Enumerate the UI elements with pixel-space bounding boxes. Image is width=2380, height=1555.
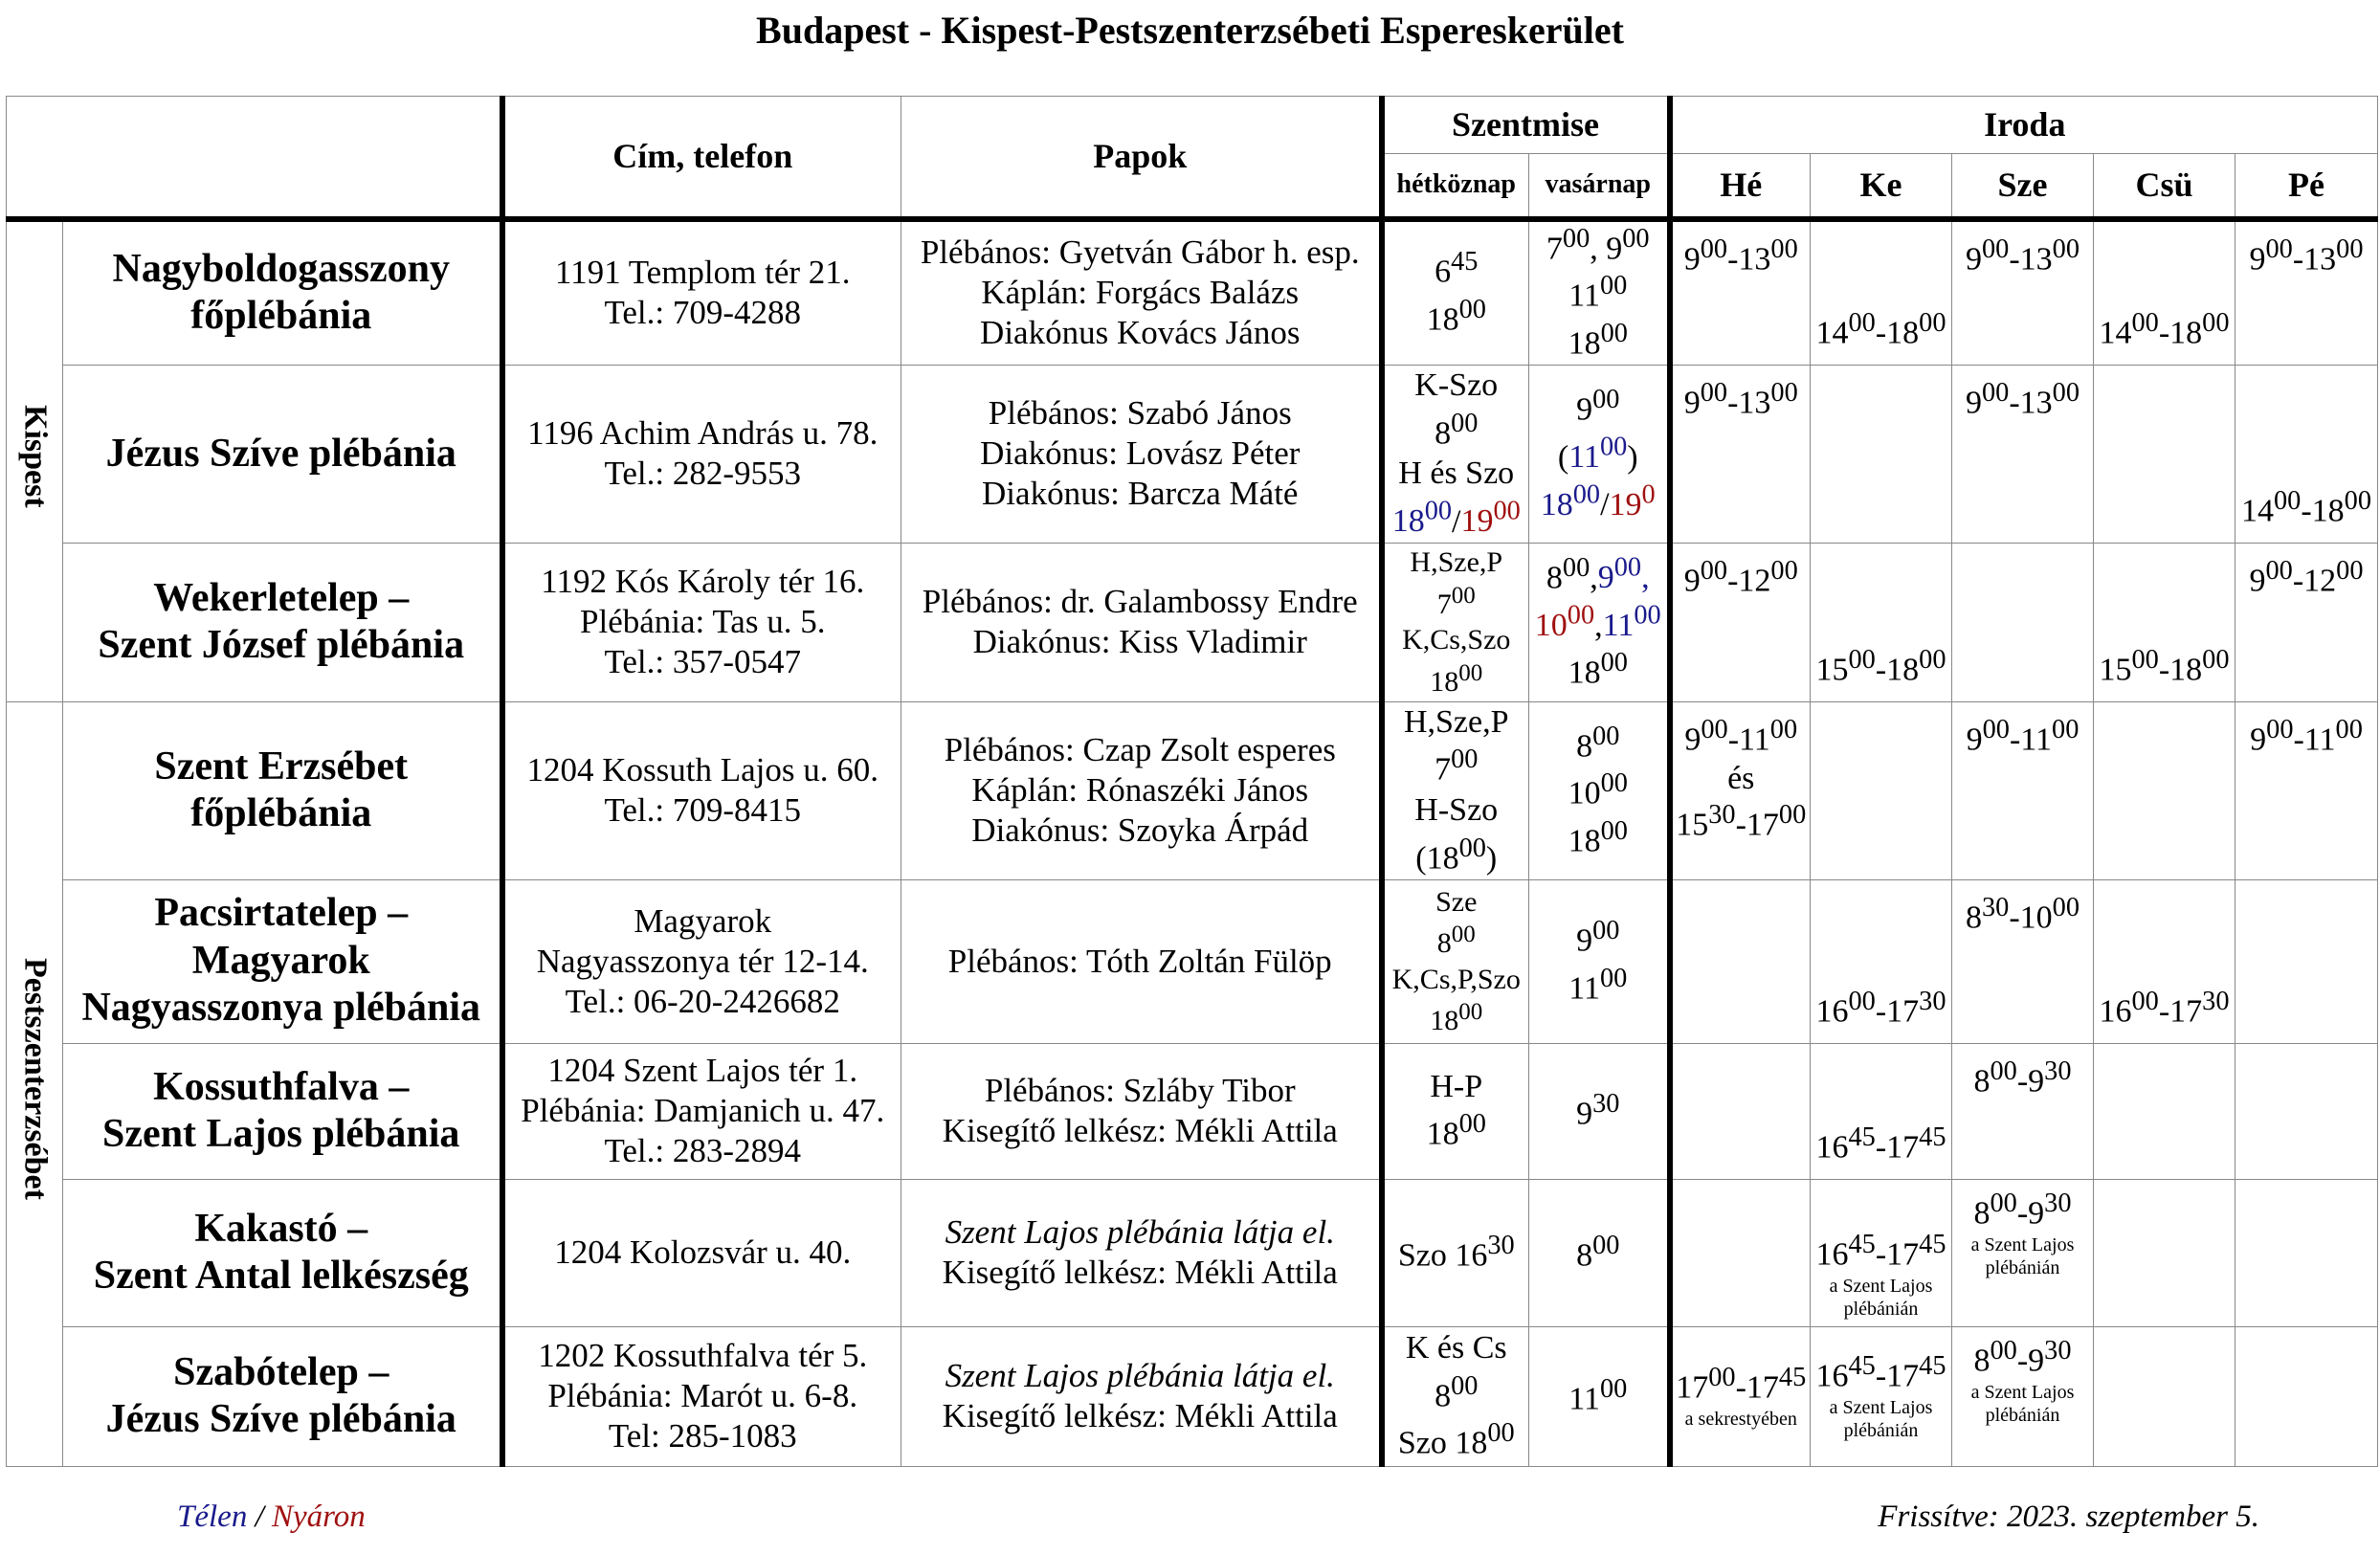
sunday-mass: $8^{00}$ [1529, 1179, 1670, 1326]
sunday-mass: $9^{30}$ [1529, 1043, 1670, 1179]
office-hours-mon: $9^{00}-11^{00}$ és $15^{30}-17^{00}$ [1670, 701, 1811, 879]
office-hours-mon: $17^{00}-17^{45}$ a sekrestyében [1670, 1326, 1811, 1466]
legend-separator: / [247, 1499, 272, 1534]
parish-name: Nagyboldogasszony főplébánia [63, 219, 502, 366]
day-header-fri: Pé [2235, 154, 2378, 219]
office-hours-mon [1670, 1179, 1811, 1326]
page-title: Budapest - Kispest-Pestszenterzsébeti Espereskerület [756, 9, 1624, 52]
office-hours-thu [2094, 1043, 2235, 1179]
parish-priests: Plébános: Szláby Tibor Kisegítő lelkész: Mékli Attila [901, 1043, 1382, 1179]
office-hours-tue: $16^{00}-17^{30}$ [1811, 879, 1952, 1043]
sunday-mass: $9^{00}$ $(11^{00})$ $18^{00}/19^0$ [1529, 365, 1670, 543]
office-hours-wed: $8^{00}-9^{30}$ a Szent Lajos plébánián [1952, 1326, 2094, 1466]
office-hours-fri: $9^{00}-13^{00}$ [2235, 219, 2378, 366]
parish-priests: Plébános: Szabó János Diakónus: Lovász Péter Diakónus: Barcza Máté [901, 365, 1382, 543]
parish-name: Pacsirtatelep – Magyarok Nagyasszonya plébánia [63, 879, 502, 1043]
office-hours-mon: $9^{00}-13^{00}$ [1670, 219, 1811, 366]
office-hours-thu: $15^{00}-18^{00}$ [2094, 543, 2235, 701]
parish-name: Kossuthfalva – Szent Lajos plébánia [63, 1043, 502, 1179]
office-hours-tue [1811, 365, 1952, 543]
office-hours-wed: $8^{30}-10^{00}$ [1952, 879, 2094, 1043]
parish-priests: Szent Lajos plébánia látja el. Kisegítő lelkész: Mékli Attila [901, 1326, 1382, 1466]
mass-header: Szentmise [1382, 97, 1670, 154]
parish-priests: Plébános: dr. Galambossy Endre Diakónus: Kiss Vladimir [901, 543, 1382, 701]
office-hours-thu [2094, 1179, 2235, 1326]
corner-header [7, 97, 502, 219]
parish-address: 1191 Templom tér 21. Tel.: 709-4288 [502, 219, 901, 366]
office-hours-fri: $14^{00}-18^{00}$ [2235, 365, 2378, 543]
region-label-pestszenterzsebet: Pestszenterzsébet [7, 701, 63, 1466]
office-hours-thu: $16^{00}-17^{30}$ [2094, 879, 2235, 1043]
office-hours-wed: $8^{00}-9^{30}$ a Szent Lajos plébánián [1952, 1179, 2094, 1326]
office-hours-wed [1952, 543, 2094, 701]
day-header-mon: Hé [1670, 154, 1811, 219]
parish-address: 1204 Kossuth Lajos u. 60. Tel.: 709-8415 [502, 701, 901, 879]
office-hours-fri [2235, 1043, 2378, 1179]
table-row [7, 1043, 2378, 1179]
schedule-table [6, 96, 2378, 1467]
office-hours-tue: $16^{45}-17^{45}$ a Szent Lajos plébánián [1811, 1179, 1952, 1326]
parish-priests: Szent Lajos plébánia látja el. Kisegítő lelkész: Mékli Attila [901, 1179, 1382, 1326]
day-header-tue: Ke [1811, 154, 1952, 219]
office-hours-thu [2094, 365, 2235, 543]
weekday-mass: Sze $8^{00}$ K,Cs,P,Szo $18^{00}$ [1382, 879, 1529, 1043]
office-hours-fri [2235, 1326, 2378, 1466]
table-row [7, 365, 2378, 543]
weekday-mass: H-P $18^{00}$ [1382, 1043, 1529, 1179]
office-hours-tue: $16^{45}-17^{45}$ a Szent Lajos plébánián [1811, 1326, 1952, 1466]
office-hours-mon [1670, 879, 1811, 1043]
office-hours-tue: $15^{00}-18^{00}$ [1811, 543, 1952, 701]
sunday-mass: $9^{00}$ $11^{00}$ [1529, 879, 1670, 1043]
day-header-thu: Csü [2094, 154, 2235, 219]
parish-address: 1204 Kolozsvár u. 40. [502, 1179, 901, 1326]
office-hours-tue [1811, 701, 1952, 879]
table-row [7, 1179, 2378, 1326]
parish-address: Magyarok Nagyasszonya tér 12-14. Tel.: 06-20-2426682 [502, 879, 901, 1043]
weekday-mass: H,Sze,P $7^{00}$ K,Cs,Szo $18^{00}$ [1382, 543, 1529, 701]
weekday-mass: $6^{45}$ $18^{00}$ [1382, 219, 1529, 366]
parish-priests: Plébános: Gyetván Gábor h. esp. Káplán: Forgács Balázs Diakónus Kovács János [901, 219, 1382, 366]
parish-address: 1196 Achim András u. 78. Tel.: 282-9553 [502, 365, 901, 543]
legend-summer: Nyáron [272, 1499, 366, 1534]
office-header: Iroda [1670, 97, 2378, 154]
parish-address: 1204 Szent Lajos tér 1. Plébánia: Damjanich u. 47. Tel.: 283-2894 [502, 1043, 901, 1179]
office-hours-fri: $9^{00}-11^{00}$ [2235, 701, 2378, 879]
parish-address: 1192 Kós Károly tér 16. Plébánia: Tas u. 5. Tel.: 357-0547 [502, 543, 901, 701]
sunday-mass: $11^{00}$ [1529, 1326, 1670, 1466]
office-hours-wed: $9^{00}-11^{00}$ [1952, 701, 2094, 879]
parish-name: Wekerletelep – Szent József plébánia [63, 543, 502, 701]
weekday-header: hétköznap [1382, 154, 1529, 219]
weekday-mass: K és Cs $8^{00}$ Szo $18^{00}$ [1382, 1326, 1529, 1466]
office-hours-tue: $14^{00}-18^{00}$ [1811, 219, 1952, 366]
weekday-mass: K-Szo $8^{00}$ H és Szo $18^{00}/19^{00}$ [1382, 365, 1529, 543]
office-hours-mon: $9^{00}-13^{00}$ [1670, 365, 1811, 543]
office-hours-fri [2235, 879, 2378, 1043]
priests-header: Papok [901, 97, 1382, 219]
sunday-mass: $7^{00}$, $9^{00}$ $11^{00}$ $18^{00}$ [1529, 219, 1670, 366]
day-header-wed: Sze [1952, 154, 2094, 219]
office-hours-wed: $8^{00}-9^{30}$ [1952, 1043, 2094, 1179]
table-row [7, 701, 2378, 879]
office-hours-mon: $9^{00}-12^{00}$ [1670, 543, 1811, 701]
office-hours-thu [2094, 1326, 2235, 1466]
office-hours-mon [1670, 1043, 1811, 1179]
parish-name: Kakastó – Szent Antal lelkészség [63, 1179, 502, 1326]
office-hours-tue: $16^{45}-17^{45}$ [1811, 1043, 1952, 1179]
weekday-mass: H,Sze,P $7^{00}$ H-Szo $(18^{00})$ [1382, 701, 1529, 879]
sunday-mass: $8^{00},9^{00}$, $10^{00},11^{00}$ $18^{00}$ [1529, 543, 1670, 701]
sunday-header: vasárnap [1529, 154, 1670, 219]
parish-name: Szent Erzsébet főplébánia [63, 701, 502, 879]
weekday-mass: Szo $16^{30}$ [1382, 1179, 1529, 1326]
office-hours-thu [2094, 701, 2235, 879]
updated-date: Frissítve: 2023. szeptember 5. [1878, 1499, 2259, 1534]
table-row [7, 543, 2378, 701]
office-hours-fri [2235, 1179, 2378, 1326]
sunday-mass: $8^{00}$ $10^{00}$ $18^{00}$ [1529, 701, 1670, 879]
parish-name: Jézus Szíve plébánia [63, 365, 502, 543]
office-hours-wed: $9^{00}-13^{00}$ [1952, 219, 2094, 366]
legend-winter: Télen [177, 1499, 248, 1534]
parish-priests: Plébános: Tóth Zoltán Fülöp [901, 879, 1382, 1043]
parish-address: 1202 Kossuthfalva tér 5. Plébánia: Marót u. 6-8. Tel: 285-1083 [502, 1326, 901, 1466]
table-row [7, 1326, 2378, 1466]
region-label-kispest: Kispest [7, 219, 63, 702]
table-row [7, 219, 2378, 366]
parish-name: Szabótelep – Jézus Szíve plébánia [63, 1326, 502, 1466]
address-header: Cím, telefon [502, 97, 901, 219]
parish-priests: Plébános: Czap Zsolt esperes Káplán: Rónaszéki János Diakónus: Szoyka Árpád [901, 701, 1382, 879]
table-row [7, 879, 2378, 1043]
office-hours-fri: $9^{00}-12^{00}$ [2235, 543, 2378, 701]
office-hours-thu: $14^{00}-18^{00}$ [2094, 219, 2235, 366]
season-legend [177, 1499, 366, 1535]
office-hours-wed: $9^{00}-13^{00}$ [1952, 365, 2094, 543]
